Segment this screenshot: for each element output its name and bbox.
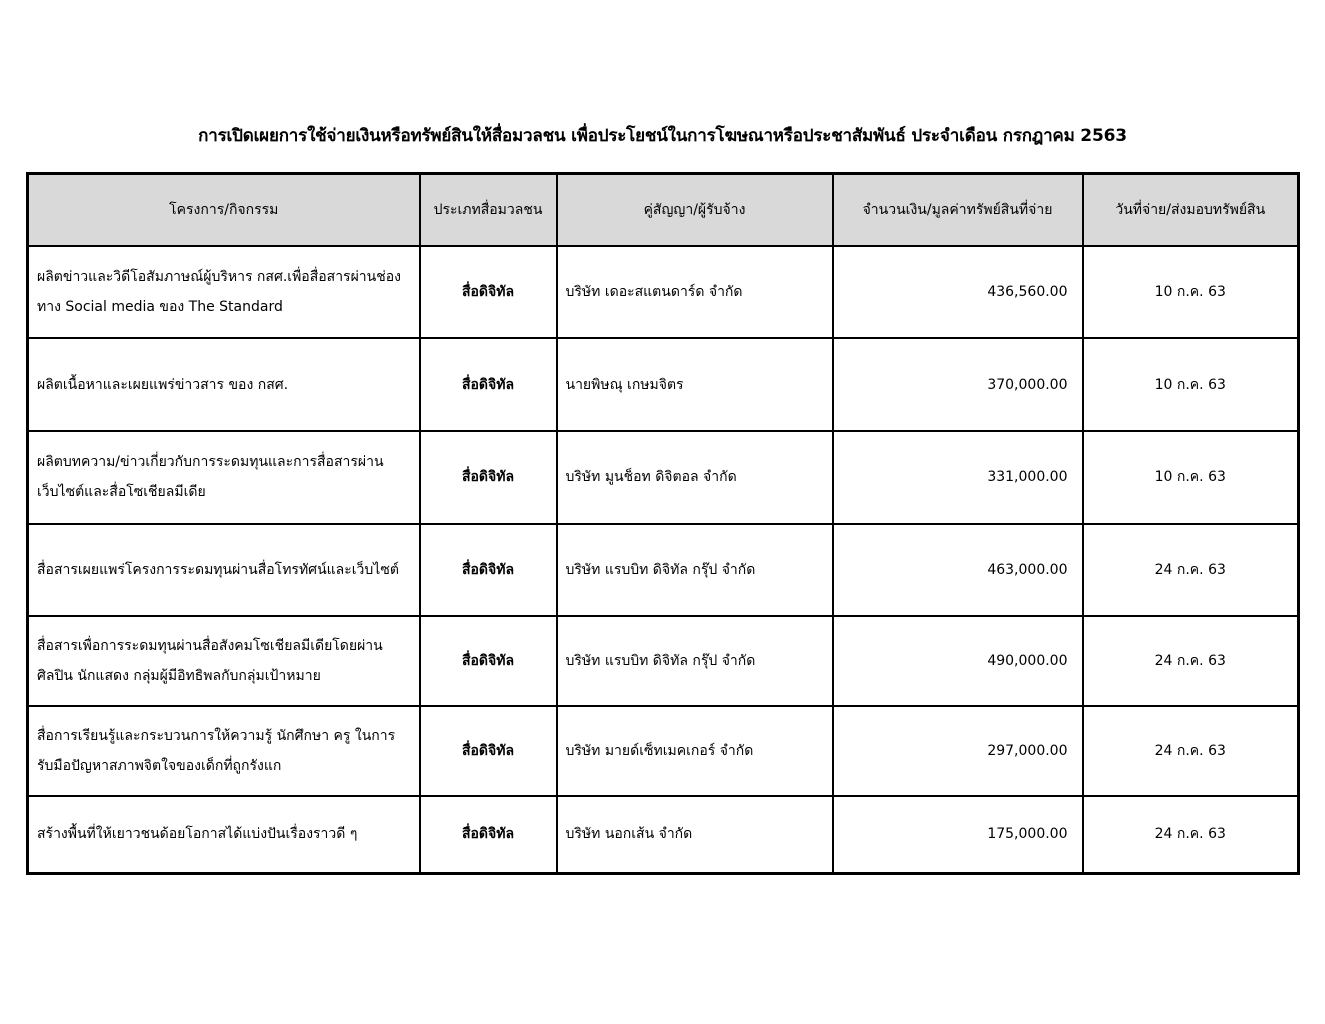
- contractor-cell: นายพิษณุ เกษมจิตร: [557, 338, 833, 431]
- header-media-type: ประเภทสื่อมวลชน: [420, 174, 557, 246]
- table-row: [28, 706, 1299, 796]
- date-cell: 24 ก.ค. 63: [1083, 796, 1299, 874]
- media-type-cell: สื่อดิจิทัล: [420, 616, 557, 706]
- amount-cell: 490,000.00: [833, 616, 1083, 706]
- contractor-cell: บริษัท มายด์เซ็ทเมคเกอร์ จำกัด: [557, 706, 833, 796]
- project-cell: ผลิตเนื้อหาและเผยแพร่ข่าวสาร ของ กสศ.: [28, 338, 420, 431]
- table-row: [28, 524, 1299, 617]
- disclosure-table: [26, 172, 1300, 875]
- table-header-row: [28, 174, 1299, 246]
- header-amount: จำนวนเงิน/มูลค่าทรัพย์สินที่จ่าย: [833, 174, 1083, 246]
- page-title: การเปิดเผยการใช้จ่ายเงินหรือทรัพย์สินให้สื่อมวลชน เพื่อประโยชน์ในการโฆษณาหรือประชาสัมพันธ์ ประจำเดือน กรกฎาคม 2563: [198, 126, 1127, 146]
- contractor-cell: บริษัท มูนช็อท ดิจิตอล จำกัด: [557, 431, 833, 524]
- contractor-cell: บริษัท นอกเส้น จำกัด: [557, 796, 833, 874]
- table-row: [28, 796, 1299, 874]
- project-cell: สร้างพื้นที่ให้เยาวชนด้อยโอกาสได้แบ่งปันเรื่องราวดี ๆ: [28, 796, 420, 874]
- media-type-cell: สื่อดิจิทัล: [420, 338, 557, 431]
- project-cell: สื่อสารเผยแพร่โครงการระดมทุนผ่านสื่อโทรทัศน์และเว็บไซต์: [28, 524, 420, 617]
- table-row: [28, 246, 1299, 339]
- amount-cell: 297,000.00: [833, 706, 1083, 796]
- project-cell: สื่อการเรียนรู้และกระบวนการให้ความรู้ นักศึกษา ครู ในการรับมือปัญหาสภาพจิตใจของเด็กที่ถูกรังแก: [28, 706, 420, 796]
- media-type-cell: สื่อดิจิทัล: [420, 431, 557, 524]
- header-project: โครงการ/กิจกรรม: [28, 174, 420, 246]
- contractor-cell: บริษัท เดอะสแตนดาร์ด จำกัด: [557, 246, 833, 339]
- date-cell: 24 ก.ค. 63: [1083, 616, 1299, 706]
- date-cell: 10 ก.ค. 63: [1083, 431, 1299, 524]
- project-cell: ผลิตข่าวและวิดีโอสัมภาษณ์ผู้บริหาร กสศ.เพื่อสื่อสารผ่านช่องทาง Social media ของ The Standard: [28, 246, 420, 339]
- date-cell: 24 ก.ค. 63: [1083, 706, 1299, 796]
- table-row: [28, 431, 1299, 524]
- media-type-cell: สื่อดิจิทัล: [420, 246, 557, 339]
- header-date: วันที่จ่าย/ส่งมอบทรัพย์สิน: [1083, 174, 1299, 246]
- date-cell: 10 ก.ค. 63: [1083, 338, 1299, 431]
- project-cell: สื่อสารเพื่อการระดมทุนผ่านสื่อสังคมโซเชียลมีเดียโดยผ่านศิลปิน นักแสดง กลุ่มผู้มีอิทธิพลกับกลุ่มเป้าหมาย: [28, 616, 420, 706]
- amount-cell: 175,000.00: [833, 796, 1083, 874]
- contractor-cell: บริษัท แรบบิท ดิจิทัล กรุ๊ป จำกัด: [557, 616, 833, 706]
- date-cell: 24 ก.ค. 63: [1083, 524, 1299, 617]
- project-cell: ผลิตบทความ/ข่าวเกี่ยวกับการระดมทุนและการสื่อสารผ่านเว็บไซต์และสื่อโซเชียลมีเดีย: [28, 431, 420, 524]
- media-type-cell: สื่อดิจิทัล: [420, 706, 557, 796]
- table-row: [28, 338, 1299, 431]
- contractor-cell: บริษัท แรบบิท ดิจิทัล กรุ๊ป จำกัด: [557, 524, 833, 617]
- header-contractor: คู่สัญญา/ผู้รับจ้าง: [557, 174, 833, 246]
- date-cell: 10 ก.ค. 63: [1083, 246, 1299, 339]
- amount-cell: 463,000.00: [833, 524, 1083, 617]
- media-type-cell: สื่อดิจิทัล: [420, 796, 557, 874]
- amount-cell: 331,000.00: [833, 431, 1083, 524]
- amount-cell: 436,560.00: [833, 246, 1083, 339]
- amount-cell: 370,000.00: [833, 338, 1083, 431]
- table-row: [28, 616, 1299, 706]
- media-type-cell: สื่อดิจิทัล: [420, 524, 557, 617]
